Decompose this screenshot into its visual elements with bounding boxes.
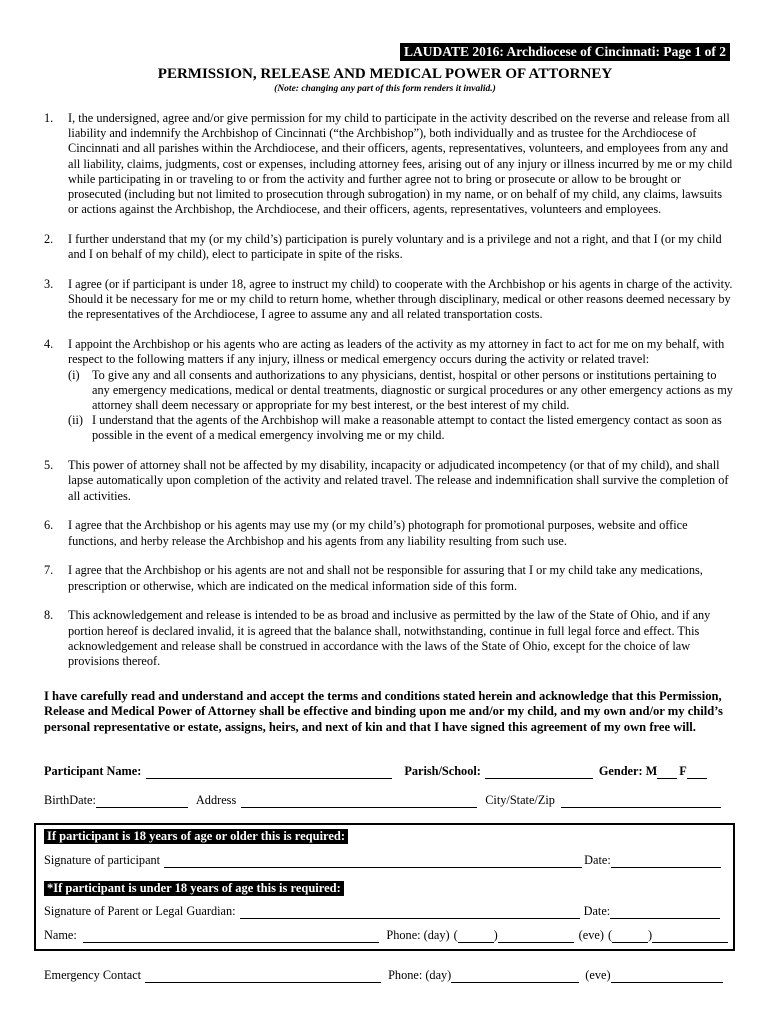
- gender-m-field[interactable]: [657, 766, 677, 779]
- sub-number: (ii): [68, 413, 84, 428]
- form-note: (Note: changing any part of this form renders it invalid.): [274, 84, 496, 94]
- guardian-day-phone-field[interactable]: [498, 930, 574, 943]
- guardian-day-area-code-field[interactable]: [458, 930, 494, 943]
- guardian-date-field[interactable]: [610, 906, 720, 919]
- terms-list: [44, 111, 734, 684]
- term-item: [44, 337, 734, 443]
- gender-f-label: F: [679, 764, 687, 778]
- address-field[interactable]: [241, 795, 477, 808]
- parish-school-field[interactable]: [485, 766, 593, 779]
- term-number: 5.: [44, 458, 54, 473]
- participant-name-field[interactable]: [146, 766, 392, 779]
- term-text: I, the undersigned, agree and/or give permission for my child to participate in the activity described on the reverse and release from all liability and indemnify the Archbishop of Cincinnati (“the Archbishop”), both individually and as trustee for the Archdiocese of Cincinnati and all parishes within the Archdiocese, and their officers, agents, representatives, volunteers, and employees from any and all liability, claims, judgments, cost or expenses, including attorney fees, arising out of any injury or illness incurred by me or my child while participating in or traveling to or from the activity and further agree not to bring or prosecute or allow to be brought or prosecuted (including but not limited to prosecution through subrogation) in my name, or on behalf of my child, any claims, lawsuits or actions against the Archbishop, the Archdiocese, and their officers, agents, representatives, volunteers and employees.: [68, 111, 733, 217]
- term-text: I further understand that my (or my child’s) participation is purely voluntary and is a privilege and not a right, and that I (or my child and I on behalf of my child), elect to participate in spite of the risks.: [68, 232, 722, 262]
- emergency-eve-label: (eve): [585, 968, 611, 982]
- term-number: 3.: [44, 277, 54, 292]
- adult-required-heading: If participant is 18 years of age or older this is required:: [44, 829, 348, 844]
- sub-number: (i): [68, 367, 80, 382]
- term-text: This acknowledgement and release is intended to be as broad and inclusive as permitted by the law of the State of Ohio, and if any portion hereof is declared invalid, it is agreed that the balance shall, notwithstanding, continue in full legal force and effect. This acknowledgement and release shall be construed in accordance with the laws of the State of Ohio, except for the choice of law provisions thereof.: [68, 608, 711, 669]
- paren-open: (: [607, 928, 613, 942]
- term-item: [44, 608, 734, 669]
- sub-item: [68, 368, 734, 414]
- paren-close: ): [493, 928, 498, 942]
- emergency-eve-phone-field[interactable]: [611, 970, 723, 983]
- gender-m-label: Gender: M: [598, 764, 658, 778]
- emergency-day-phone-field[interactable]: [451, 970, 579, 983]
- term-item: [44, 458, 734, 504]
- participant-date-field[interactable]: [611, 855, 721, 868]
- form-title: PERMISSION, RELEASE AND MEDICAL POWER OF ATTORNEY: [157, 66, 613, 82]
- participant-name-label: Participant Name:: [44, 764, 142, 778]
- parish-school-label: Parish/School:: [404, 764, 481, 778]
- gender-f-field[interactable]: [687, 766, 707, 779]
- term-number: 8.: [44, 608, 54, 623]
- term-number: 2.: [44, 232, 54, 247]
- term-number: 6.: [44, 518, 54, 533]
- emergency-contact-field[interactable]: [145, 970, 381, 983]
- guardian-eve-phone-field[interactable]: [652, 930, 728, 943]
- guardian-name-label: Name:: [44, 928, 77, 942]
- sub-text: I understand that the agents of the Archbishop will make a reasonable attempt to contact the listed emergency contact as soon as possible in the event of a medical emergency involving me or my child.: [92, 413, 722, 443]
- guardian-eve-area-code-field[interactable]: [612, 930, 648, 943]
- acknowledgement-text: I have carefully read and understand and accept the terms and conditions stated herein and acknowledge that this Permission, Release and Medical Power of Attorney shall be effective and binding upon me and/or my child, and my own and/or my child’s personal representative or estate, assigns, heirs, and next of kin and that I have signed this agreement of my own free will.: [44, 689, 723, 734]
- participant-signature-label: Signature of participant: [44, 853, 161, 867]
- participant-signature-row: [44, 852, 728, 868]
- minor-required-heading: *If participant is under 18 years of age this is required:: [44, 881, 344, 896]
- emergency-contact-row: [44, 967, 728, 983]
- term-text: I agree (or if participant is under 18, agree to instruct my child) to cooperate with the Archbishop or his agents in charge of the activity. Should it be necessary for me or my child to return home, whether through disciplinary, medical or other reasons deemed necessary by the representatives of the Archdiocese, I agree to assume any and all related transportation costs.: [68, 277, 733, 322]
- emergency-contact-label: Emergency Contact: [44, 968, 142, 982]
- term-item: [44, 563, 734, 593]
- paren-close: ): [648, 928, 653, 942]
- term-number: 7.: [44, 563, 54, 578]
- participant-date-label: Date:: [584, 853, 611, 867]
- participant-signature-field[interactable]: [164, 855, 582, 868]
- term-text: This power of attorney shall not be affected by my disability, incapacity or adjudicated incompetency (or that of my child), and shall lapse automatically upon completion of the activity and related travel. The release and indemnification shall survive the completion of all activities.: [68, 458, 729, 503]
- term-text: I agree that the Archbishop or his agents may use my (or my child’s) photograph for promotional purposes, website and office functions, and herby release the Archbishop and his agents from any liability resulting from such use.: [68, 518, 688, 548]
- sub-item: [68, 413, 734, 443]
- sub-text: To give any and all consents and authorizations to any physicians, dentist, hospital or other persons or institutions pertaining to any emergency medications, medical or dental treatments, diagnostic or surgical procedures or any other emergency actions as my attorney shall deem necessary or appropriate for my best interest, or the best interest of my child.: [92, 367, 733, 413]
- participant-row: [44, 763, 728, 779]
- guardian-eve-label: (eve): [578, 928, 604, 942]
- guardian-signature-label: Signature of Parent or Legal Guardian:: [44, 904, 236, 918]
- emergency-phone-day-label: Phone: (day): [388, 968, 452, 982]
- guardian-name-field[interactable]: [83, 930, 380, 943]
- term-item: [44, 232, 734, 262]
- term-item: [44, 277, 734, 323]
- guardian-name-row: [44, 927, 728, 943]
- page-header-badge: LAUDATE 2016: Archdiocese of Cincinnati: Page 1 of 2: [400, 43, 730, 61]
- birthdate-label: BirthDate:: [44, 793, 96, 807]
- term-text: I appoint the Archbishop or his agents who are acting as leaders of the activity as my attorney in fact to act for me on my behalf, with respect to the following matters if any injury, illness or medical emergency occurs during the activity or related travel:: [68, 337, 725, 367]
- address-label: Address: [195, 793, 237, 807]
- term-number: 4.: [44, 337, 54, 352]
- city-state-zip-label: City/State/Zip: [485, 793, 555, 807]
- guardian-phone-day-label: Phone: (day): [386, 928, 450, 942]
- city-state-zip-field[interactable]: [561, 795, 721, 808]
- paren-open: (: [453, 928, 458, 942]
- term-number: 1.: [44, 111, 54, 125]
- guardian-signature-field[interactable]: [240, 906, 580, 919]
- term-body: [68, 337, 734, 443]
- guardian-date-label: Date:: [583, 904, 611, 918]
- term-text: I agree that the Archbishop or his agents are not and shall not be responsible for assuring that I or my child take any medications, prescription or otherwise, which are indicated on the medical information side of this form.: [68, 563, 703, 593]
- term-item: [44, 111, 734, 217]
- birthdate-row: [44, 792, 728, 808]
- guardian-signature-row: [44, 903, 728, 919]
- term-item: [44, 518, 734, 548]
- birthdate-field[interactable]: [96, 795, 188, 808]
